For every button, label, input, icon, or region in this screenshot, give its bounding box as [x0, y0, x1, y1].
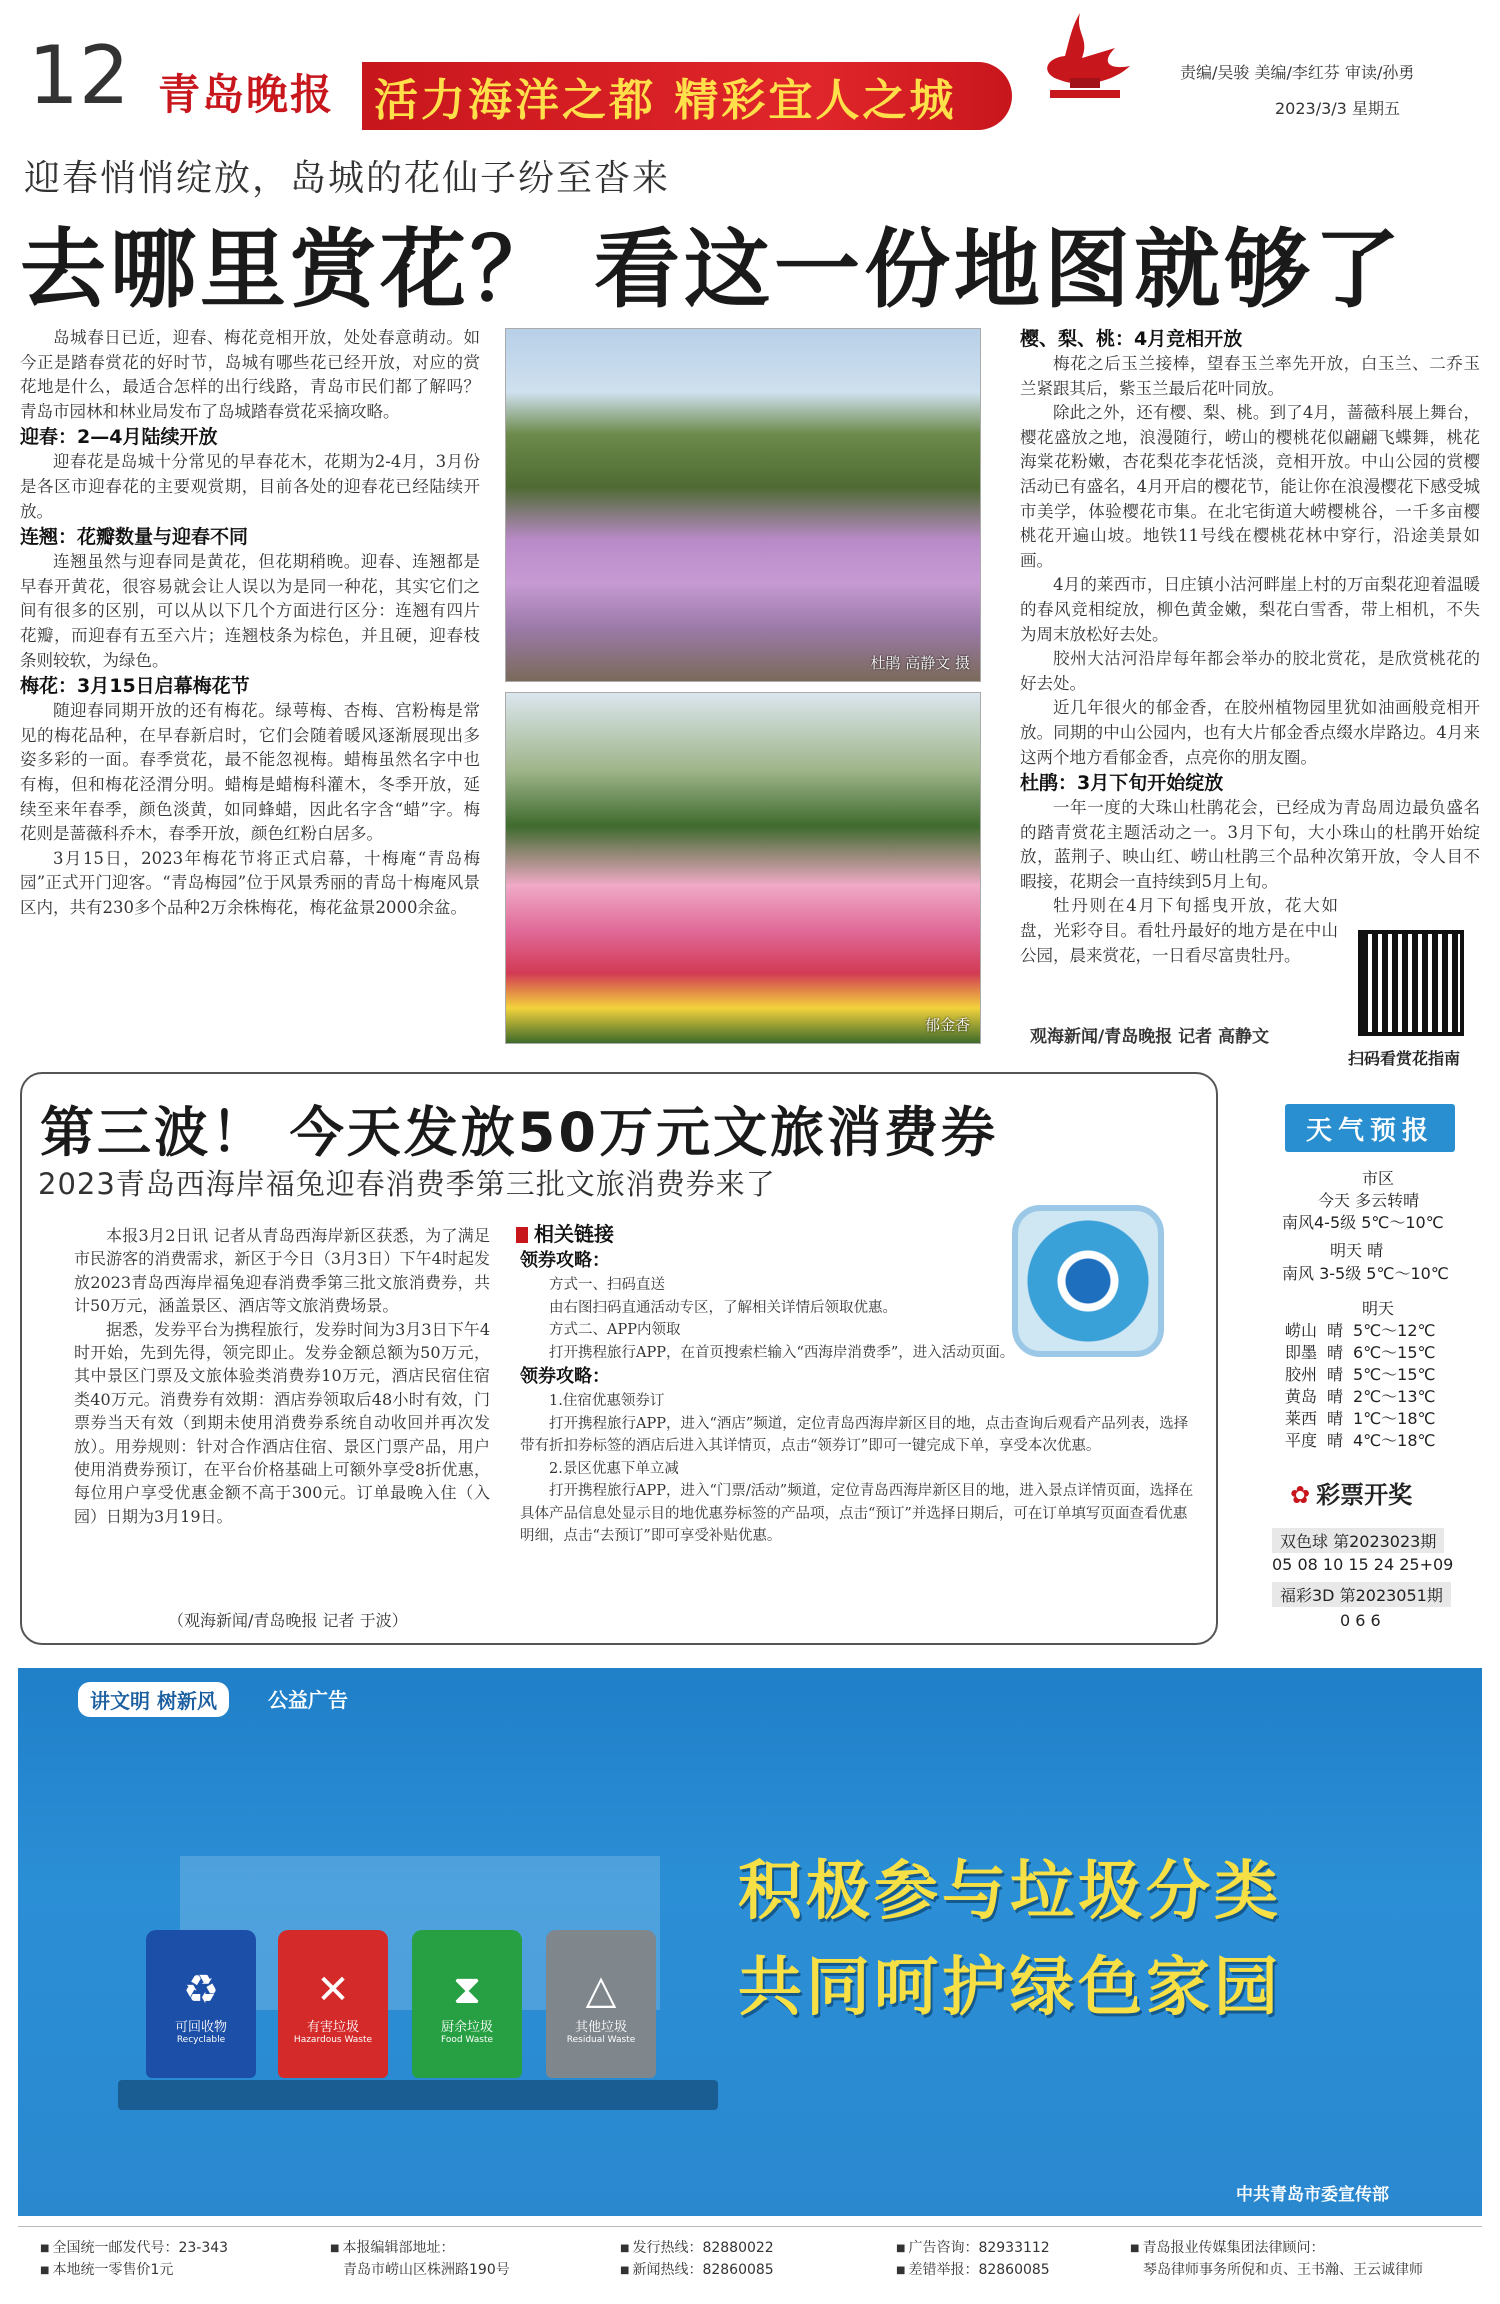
landmark-tower-icon	[1020, 8, 1150, 128]
article-column-right	[1020, 326, 1480, 968]
guide-use-2: 2.景区优惠下单立减	[549, 1460, 679, 1477]
district: 即墨	[1285, 1343, 1318, 1362]
guide-method-1-text: 由右图扫码直通活动专区，了解相关详情后领取优惠。	[549, 1299, 897, 1316]
section-title-ying-li-tao: 樱、梨、桃：4月竞相开放	[1020, 328, 1243, 350]
bin-label: 其他垃圾	[574, 2019, 627, 2035]
section-text-ying: 除此之外，还有樱、梨、桃。到了4月，蔷薇科展上舞台，樱花盛放之地，浪漫随行，崂山的樱桃花似翩翩飞蝶舞，桃花海棠花粉嫩，杏花梨花李花恬淡，竞相开放。中山公园的赏樱活动已有盛名，4月开启的樱花节，能让你在浪漫樱花下感受城市美学，体验樱花市集。在北宅街道大崂樱桃谷，一千多亩樱桃花开遍山坡。地铁11号线在樱桃花林中穿行，沿途美景如画。	[1020, 403, 1480, 570]
bin-label: 厨余垃圾	[440, 2019, 493, 2035]
bin-platform	[118, 2080, 718, 2110]
banner-slogan: 活力海洋之都 精彩宜人之城	[374, 75, 957, 126]
footer-ad-hotline: ■ 广告咨询：82933112	[896, 2238, 1050, 2259]
triangle-icon: △	[585, 1966, 617, 2013]
hazardous-bin	[278, 1930, 388, 2078]
section-text-lianqiao: 连翘虽然与迎春同是黄花，但花期稍晚。迎春、连翘都是早春开黄花，很容易就会让人误以为是同一种花，其实它们之间有很多的区别，可以从以下几个方面进行区分：连翘有四片花瓣，而迎春有五至六片；连翘枝条为棕色，并且硬，迎春枝条则较软，为绿色。	[20, 552, 480, 670]
weather-row	[1285, 1386, 1475, 1408]
district: 黄岛	[1285, 1387, 1318, 1406]
bin-label-en: Hazardous Waste	[293, 2034, 373, 2045]
hourglass-icon: ⧗	[452, 1966, 482, 2013]
section-text-mudan: 牡丹则在4月下旬摇曳开放，花大如盘，光彩夺目。看牡丹最好的地方是在中山公园，晨来赏花，一日看尽富贵牡丹。	[1020, 896, 1338, 965]
district: 胶州	[1285, 1365, 1318, 1384]
related-links-title: 相关链接	[516, 1218, 614, 1247]
recycle-icon: ♻	[183, 1966, 219, 2013]
weather-row	[1285, 1408, 1475, 1430]
temp: 6℃～15℃	[1353, 1343, 1436, 1362]
sky: 晴	[1327, 1321, 1344, 1340]
temp: 1℃～18℃	[1353, 1409, 1436, 1428]
coupon-subheadline: 2023青岛西海岸福兔迎春消费季第三批文旅消费券来了	[38, 1167, 776, 1201]
coupon-body-lead: 本报3月2日讯 记者从青岛西海岸新区获悉，为了满足市民游客的消费需求，新区于今日（3月3日）下午4时起发放2023青岛西海岸福兔迎春消费季第三批文旅消费券，共计50万元，涵盖景区、酒店等文旅消费场景。	[74, 1226, 490, 1316]
lottery-3d-numbers: 0 6 6	[1340, 1611, 1381, 1630]
district: 平度	[1285, 1431, 1318, 1450]
photo-credit: 郁金香	[924, 1016, 970, 1034]
issue-date: 2023/3/3 星期五	[1275, 99, 1400, 118]
section-title-meihua: 梅花：3月15日启幕梅花节	[20, 675, 250, 698]
section-text-taohua: 胶州大沽河沿岸每年都会举办的胶北赏花，是欣赏桃花的好去处。	[1020, 649, 1480, 693]
footer-address: 青岛市崂山区株洲路190号	[343, 2262, 510, 2278]
sub-headline: 迎春悄悄绽放，岛城的花仙子纷至沓来	[24, 158, 671, 199]
ad-type-label: 公益广告	[268, 1688, 348, 1712]
lottery-ssq-issue: 双色球 第2023023期	[1272, 1528, 1444, 1553]
weather-tomorrow: 明天 晴	[1330, 1241, 1384, 1260]
food-waste-bin	[412, 1930, 522, 2078]
bin-label: 可回收物	[174, 2019, 227, 2035]
section-title-yingchun: 迎春：2—4月陆续开放	[20, 426, 218, 449]
article-column-left	[20, 326, 480, 920]
page-number: 12	[28, 29, 130, 122]
guide-use-1-text: 打开携程旅行APP，进入“酒店”频道，定位青岛西海岸新区目的地，点击查询后观看产品列表，选择带有折扣券标签的酒店后进入其详情页，点击“领券订”即可一键完成下单，享受本次优惠。	[520, 1415, 1189, 1454]
footer-distribution-hotline: ■ 发行热线：82880022	[620, 2238, 774, 2259]
coupon-byline: （观海新闻/青岛晚报 记者 于波）	[168, 1611, 408, 1630]
section-text-yujinxiang: 近几年很火的郁金香，在胶州植物园里犹如油画般竞相开放。同期的中山公园内，也有大片郁金香点缀水岸路边。4月来这两个地方看郁金香，点亮你的朋友圈。	[1020, 698, 1480, 767]
article-byline: 观海新闻/青岛晚报 记者 高静文	[1030, 1027, 1270, 1047]
footer-error-report: ■ 差错举报：82860085	[896, 2260, 1050, 2281]
bin-label-en: Residual Waste	[566, 2034, 636, 2045]
section-title-dujuan: 杜鹃：3月下旬开始绽放	[1020, 772, 1224, 795]
header-banner	[362, 62, 1012, 130]
section-text-yingchun: 迎春花是岛城十分常见的早春花木，花期为2-4月，3月份是各区市迎春花的主要观赏期，目前各处的迎春花已经陆续开放。	[20, 452, 480, 521]
weather-row	[1285, 1364, 1475, 1386]
ad-slogan-tag: 讲文明 树新风	[78, 1682, 229, 1717]
ad-sponsor: 中共青岛市委宣传部	[1236, 2185, 1389, 2205]
weather-district-table	[1285, 1320, 1475, 1452]
flower-guide-qr-code[interactable]	[1358, 930, 1464, 1036]
qr-caption: 扫码看赏花指南	[1348, 1049, 1461, 1068]
temp: 2℃～13℃	[1353, 1387, 1436, 1406]
coupon-headline: 第三波！ 今天发放50万元文旅消费券	[40, 1101, 998, 1164]
tulip-photo	[505, 692, 981, 1044]
footer-address-label: ■ 本报编辑部地址：	[330, 2238, 454, 2259]
lottery-3d-issue: 福彩3D 第2023051期	[1272, 1582, 1451, 1607]
sky: 晴	[1327, 1431, 1344, 1450]
editors-credit: 责编/吴骏 美编/李红芬 审读/孙勇	[1180, 63, 1415, 82]
guide-use-1: 1.住宿优惠领券订	[549, 1393, 665, 1409]
guide-heading-use: 领券攻略：	[520, 1366, 610, 1387]
main-headline: 去哪里赏花？ 看这一份地图就够了	[20, 220, 1404, 320]
azalea-photo	[505, 328, 981, 682]
bin-label: 有害垃圾	[306, 2019, 359, 2035]
photo-credit: 杜鹃 高静文 摄	[870, 654, 970, 672]
footer-postal-code: ■ 全国统一邮发代号：23-343	[40, 2238, 228, 2259]
weather-row	[1285, 1320, 1475, 1342]
temp: 5℃～15℃	[1353, 1365, 1436, 1384]
weather-today: 今天 多云转晴	[1318, 1191, 1420, 1210]
section-title-lianqiao: 连翘：花瓣数量与迎春不同	[20, 526, 249, 549]
guide-use-2-text: 打开携程旅行APP，进入“门票/活动”频道，定位青岛西海岸新区目的地，进入景点详情页面，选择在具体产品信息处显示目的地优惠券标签的产品项，点击“预订”并选择日期后，可在订单填写页面查看优惠明细，点击“去预订”即可享受补贴优惠。	[520, 1483, 1194, 1544]
footer-news-hotline: ■ 新闻热线：82860085	[620, 2260, 774, 2281]
weather-city: 市区	[1362, 1169, 1395, 1188]
coupon-body-detail: 据悉，发券平台为携程旅行，发券时间为3月3日下午4时开始，先到先得，领完即止。发券金额总额为50万元，其中景区门票及文旅体验类消费券10万元，酒店民宿住宿类40万元。消费券有效期：酒店券领取后48小时有效，门票券当天有效（到期未使用消费券系统自动收回并再次发放）。用券规则：针对合作酒店住宿、景区门票产品，用户使用消费券预订，在平台价格基础上可额外享受8折优惠，每位用户享受优惠金额不高于300元。订单最晚入住（入园）日期为3月19日。	[74, 1319, 490, 1526]
coupon-body	[74, 1224, 490, 1528]
ad-headline-1: 积极参与垃圾分类	[738, 1855, 1282, 1929]
guide-method-2-text: 打开携程旅行APP，在首页搜索栏输入“西海岸消费季”，进入活动页面。	[549, 1344, 1015, 1361]
lottery-ssq-numbers: 05 08 10 15 24 25+09	[1272, 1555, 1454, 1574]
temp: 4℃～18℃	[1353, 1431, 1436, 1450]
district: 莱西	[1285, 1409, 1318, 1428]
district: 崂山	[1285, 1321, 1318, 1340]
article-intro: 岛城春日已近，迎春、梅花竞相开放，处处春意萌动。如今正是踏春赏花的好时节，岛城有哪些花已经开放，对应的赏花地是什么，最适合怎样的出行线路，青岛市民们都了解吗？青岛市园林和林业局发布了岛城踏春赏花采摘攻略。	[20, 328, 480, 421]
section-text-yulan: 梅花之后玉兰接棒，望春玉兰率先开放，白玉兰、二乔玉兰紧跟其后，紫玉兰最后花叶同放。	[1020, 354, 1480, 398]
section-text-meihua: 随迎春同期开放的还有梅花。绿萼梅、杏梅、宫粉梅是常见的梅花品种，在早春新启时，它们会随着暖风逐渐展现出多姿多彩的一面。春季赏花，最不能忽视梅。蜡梅虽然名字中也有梅，但和梅花泾渭分明。蜡梅是蜡梅科灌木，冬季开放，延续至来年春季，颜色淡黄，如同蜂蜡，因此名字含“蜡”字。梅花则是蔷薇科乔木，春季开放，颜色红粉白居多。	[20, 701, 480, 844]
hazard-icon: ✕	[316, 1966, 350, 2013]
bin-label-en: Recyclable	[176, 2034, 226, 2045]
section-text-meihua-2: 3月15日，2023年梅花节将正式启幕，十梅庵“青岛梅园”正式开门迎客。“青岛梅园”位于风景秀丽的青岛十梅庵风景区内，共有230多个品种2万余株梅花，梅花盆景2000余盆。	[20, 848, 480, 917]
section-text-dujuan: 一年一度的大珠山杜鹃花会，已经成为青岛周边最负盛名的踏青赏花主题活动之一。3月下旬，大小珠山的杜鹃开始绽放，蓝荆子、映山红、崂山杜鹃三个品种次第开放，令人目不暇接，花期会一直持续到5月上旬。	[1020, 798, 1480, 891]
bin-label-en: Food Waste	[440, 2034, 494, 2045]
lottery-title: ✿ 彩票开奖	[1290, 1475, 1412, 1510]
guide-method-2: 方式二、APP内领取	[549, 1322, 681, 1338]
weather-tomorrow-detail: 南风 3-5级 5℃～10℃	[1282, 1264, 1449, 1283]
section-text-lihua: 4月的莱西市，日庄镇小沽河畔崖上村的万亩梨花迎着温暖的春风竞相绽放，柳色黄金嫩，梨花白雪香，带上相机，不失为周末放松好去处。	[1020, 575, 1480, 644]
footer-legal-counsel: 琴岛律师事务所倪和贞、王书瀚、王云诚律师	[1143, 2262, 1423, 2278]
coupon-qr-code[interactable]	[1012, 1205, 1164, 1357]
recyclable-bin	[146, 1930, 256, 2078]
sky: 晴	[1327, 1409, 1344, 1428]
weather-row	[1285, 1342, 1475, 1364]
newspaper-logo: 青岛晚报	[158, 70, 335, 119]
weather-title: 天气预报	[1285, 1104, 1455, 1152]
guide-heading-get: 领券攻略：	[520, 1250, 610, 1271]
sky: 晴	[1327, 1343, 1344, 1362]
temp: 5℃～12℃	[1353, 1321, 1436, 1340]
weather-today-detail: 南风4-5级 5℃～10℃	[1282, 1213, 1444, 1232]
weather-tomorrow-label: 明天	[1362, 1299, 1395, 1318]
residual-bin	[546, 1930, 656, 2078]
sky: 晴	[1327, 1387, 1344, 1406]
guide-method-1: 方式一、扫码直送	[549, 1277, 665, 1293]
sky: 晴	[1327, 1365, 1344, 1384]
ad-headline-2: 共同呵护绿色家园	[738, 1951, 1282, 2025]
weather-row	[1285, 1430, 1475, 1452]
footer-price: ■ 本地统一零售价1元	[40, 2260, 173, 2281]
footer-legal-label: ■ 青岛报业传媒集团法律顾问：	[1130, 2238, 1324, 2259]
